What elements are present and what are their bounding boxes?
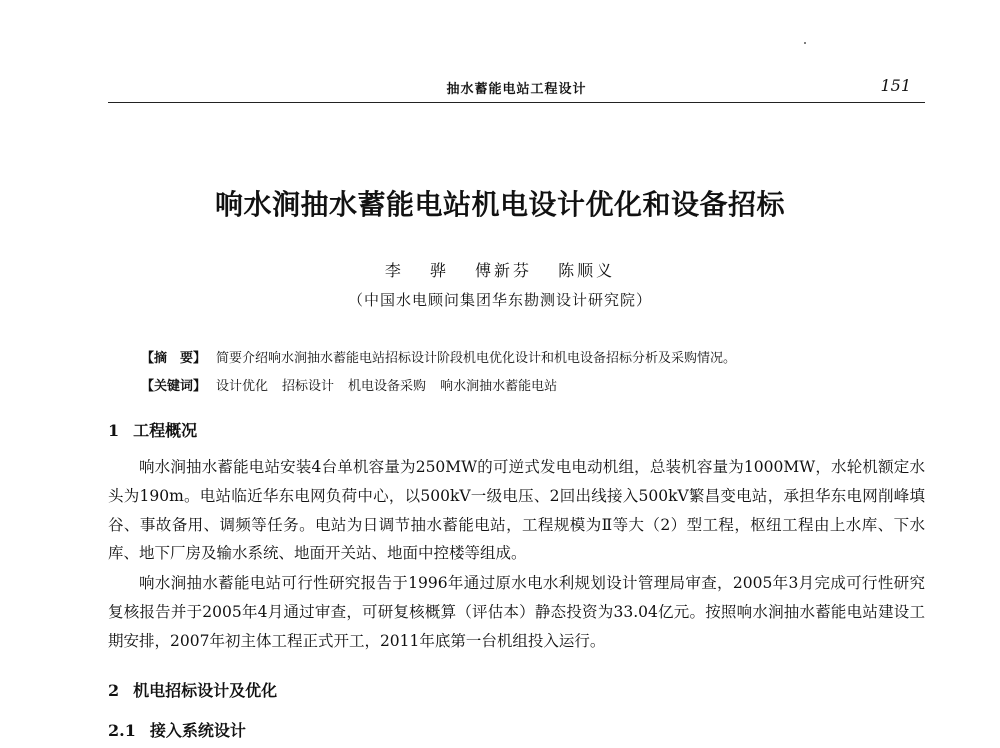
section-heading	[108, 418, 197, 441]
authors: 李 骅 傅新芬 陈顺义	[384, 261, 616, 280]
affiliation: （中国水电顾问集团华东勘测设计研究院）	[347, 291, 652, 309]
keyword-item: 响水涧抽水蓄能电站	[440, 379, 558, 394]
keyword-item: 设计优化	[216, 379, 269, 394]
abstract-label: 【摘 要】	[141, 351, 207, 366]
article-title: 响水涧抽水蓄能电站机电设计优化和设备招标	[214, 188, 785, 221]
section-title: 接入系统设计	[149, 721, 246, 740]
abstract-text: 简要介绍响水涧抽水蓄能电站招标设计阶段机电优化设计和机电设备招标分析及采购情况。	[216, 351, 737, 366]
section-title: 工程概况	[133, 421, 198, 440]
page-number: 151	[880, 76, 911, 95]
section-title: 机电招标设计及优化	[133, 681, 278, 700]
keywords-label: 【关键词】	[141, 379, 207, 394]
section-number: 2.1	[108, 721, 136, 740]
section-number: 2	[108, 681, 120, 700]
running-header	[108, 76, 925, 103]
scan-speck	[804, 42, 806, 44]
body-paragraph: 响水涧抽水蓄能电站可行性研究报告于1996年通过原水电水利规划设计管理局审查，2005年3月完成可行性研究复核报告并于2005年4月通过审查，可研复核概算（评估本）静态投资为33.04亿元。按照响水涧抽水蓄能电站建设工期安排，2007年初主体工程正式开工，2011年底第一台机组投入运行。	[108, 574, 925, 650]
abstract	[141, 347, 736, 366]
section-heading	[108, 678, 277, 701]
body-paragraph: 响水涧抽水蓄能电站安装4台单机容量为250MW的可逆式发电电动机组，总装机容量为1000MW，水轮机额定水头为190m。电站临近华东电网负荷中心，以500kV一级电压、2回出线接入500kV繁昌变电站，承担华东电网削峰填谷、事故备用、调频等任务。电站为日调节抽水蓄能电站，工程规模为Ⅱ等大（2）型工程，枢纽工程由上水库、下水库、地下厂房及输水系统、地面开关站、地面中控楼等组成。	[108, 458, 925, 563]
keyword-item: 机电设备采购	[348, 379, 427, 394]
subsection-heading	[108, 718, 246, 741]
section-number: 1	[108, 421, 120, 440]
running-title: 抽水蓄能电站工程设计	[446, 82, 587, 97]
keywords	[141, 375, 571, 394]
keyword-item: 招标设计	[282, 379, 335, 394]
